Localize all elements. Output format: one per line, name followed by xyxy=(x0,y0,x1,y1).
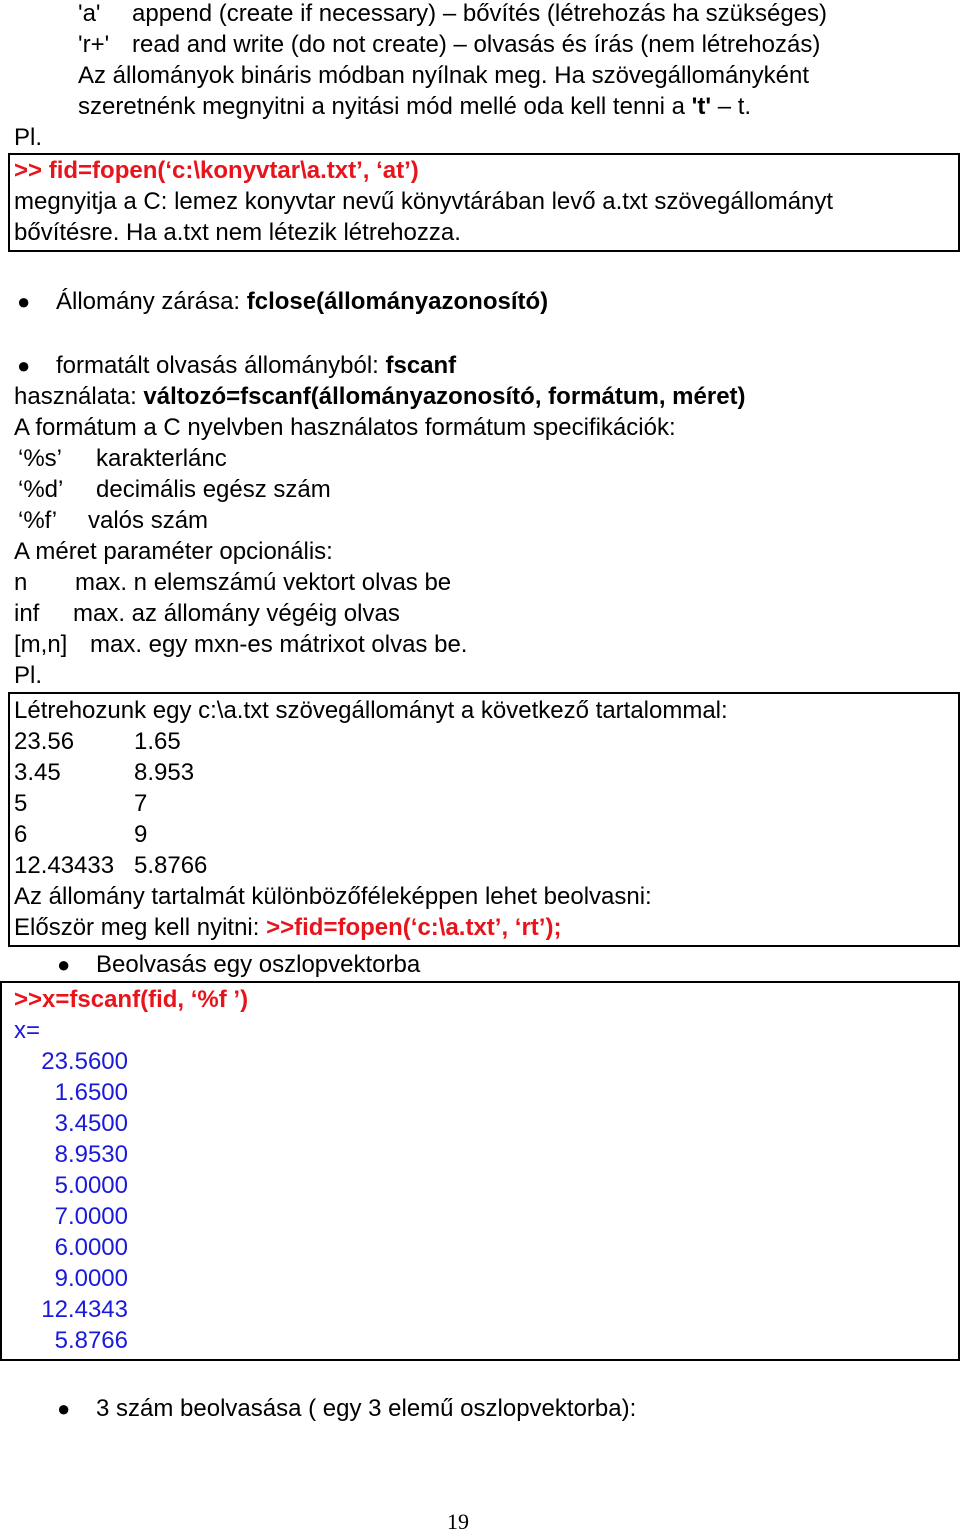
bullet-icon: ● xyxy=(17,353,31,378)
fopen-explanation-2: bővítésre. Ha a.txt nem létezik létrehozza. xyxy=(14,219,461,246)
mode-a: 'a' xyxy=(78,0,101,27)
fopen-append-code: >> fid=fopen(‘c:\konyvtar\a.txt’, ‘at’) xyxy=(14,157,419,184)
file-cell: 3.45 xyxy=(14,759,61,786)
result-value: 1.6500 xyxy=(54,1079,128,1106)
bullet-icon: ● xyxy=(57,952,71,977)
open-label: Először meg kell nyitni: xyxy=(14,914,267,941)
size-desc: max. n elemszámú vektort olvas be xyxy=(75,569,452,596)
format-spec: ‘%d’ xyxy=(18,476,64,503)
fclose-label: Állomány zárása: xyxy=(56,288,247,315)
fscanf-function: fscanf xyxy=(385,352,457,379)
fscanf-label: formatált olvasás állományból: xyxy=(56,352,386,379)
result-value: 23.5600 xyxy=(41,1048,128,1075)
file-cell: 9 xyxy=(134,821,148,848)
result-value: 9.0000 xyxy=(54,1265,128,1292)
size-key: inf xyxy=(14,600,40,627)
mode-r-plus: 'r+' xyxy=(78,31,110,58)
fclose-function: fclose(állományazonosító) xyxy=(246,288,549,315)
result-value: 3.4500 xyxy=(54,1110,128,1137)
result-value: 5.0000 xyxy=(54,1172,128,1199)
result-value: 7.0000 xyxy=(54,1203,128,1230)
open-line xyxy=(14,914,561,942)
example-label: Pl. xyxy=(14,124,43,151)
binary-note-line-1: Az állományok bináris módban nyílnak meg. Ha szövegállományként xyxy=(78,62,810,89)
size-key: n xyxy=(14,569,28,596)
result-value: 12.4343 xyxy=(41,1296,128,1323)
fscanf-usage xyxy=(14,383,746,411)
result-value: 6.0000 xyxy=(54,1234,128,1261)
fopen-read-code: >>fid=fopen(‘c:\a.txt’, ‘rt’); xyxy=(266,914,562,941)
usage-label: használata: xyxy=(14,383,144,410)
file-intro: Létrehozunk egy c:\a.txt szövegállományt a következő tartalommal: xyxy=(14,697,728,724)
size-desc: max. egy mxn-es mátrixot olvas be. xyxy=(90,631,468,658)
result-label: x= xyxy=(14,1017,41,1044)
binary-note-line-2 xyxy=(78,93,751,121)
file-cell: 5 xyxy=(14,790,28,817)
bullet-icon: ● xyxy=(17,289,31,314)
result-value: 5.8766 xyxy=(54,1327,128,1354)
file-cell: 5.8766 xyxy=(134,852,208,879)
fscanf-code: >>x=fscanf(fid, ‘%f ’) xyxy=(14,986,249,1013)
size-key: [m,n] xyxy=(14,631,68,658)
format-intro: A formátum a C nyelvben használatos formátum specifikációk: xyxy=(14,414,676,441)
example-box-fscanf xyxy=(0,981,960,1361)
format-spec-desc: valós szám xyxy=(88,507,209,534)
fclose-line xyxy=(56,288,548,316)
format-spec-desc: karakterlánc xyxy=(96,445,227,472)
column-read-heading: Beolvasás egy oszlopvektorba xyxy=(96,951,421,978)
file-cell: 23.56 xyxy=(14,728,75,755)
file-cell: 1.65 xyxy=(134,728,181,755)
text-mode-flag: 't' xyxy=(691,93,712,120)
file-cell: 7 xyxy=(134,790,148,817)
format-spec: ‘%s’ xyxy=(18,445,63,472)
read-note: Az állomány tartalmát különbözőféleképpen lehet beolvasni: xyxy=(14,883,652,910)
mode-a-desc: append (create if necessary) – bővítés (létrehozás ha szükséges) xyxy=(132,0,828,27)
format-spec: ‘%f’ xyxy=(18,507,58,534)
file-cell: 8.953 xyxy=(134,759,195,786)
three-read-heading: 3 szám beolvasása ( egy 3 elemű oszlopvektorba): xyxy=(96,1395,637,1422)
file-cell: 12.43433 xyxy=(14,852,115,879)
fopen-explanation-1: megnyitja a C: lemez konyvtar nevű könyvtárában levő a.txt szövegállományt xyxy=(14,188,834,215)
example-label: Pl. xyxy=(14,662,43,689)
size-intro: A méret paraméter opcionális: xyxy=(14,538,333,565)
format-spec-desc: decimális egész szám xyxy=(96,476,331,503)
usage-signature: változó=fscanf(állományazonosító, formátum, méret) xyxy=(143,383,746,410)
page-number: 19 xyxy=(447,1509,469,1534)
fscanf-line xyxy=(56,352,456,380)
file-cell: 6 xyxy=(14,821,28,848)
size-desc: max. az állomány végéig olvas xyxy=(73,600,400,627)
binary-note-text: szeretnénk megnyitni a nyitási mód mellé oda kell tenni a xyxy=(78,93,692,120)
mode-r-plus-desc: read and write (do not create) – olvasás és írás (nem létrehozás) xyxy=(132,31,821,58)
binary-note-suffix: – t. xyxy=(711,93,752,120)
bullet-icon: ● xyxy=(57,1396,71,1421)
result-value: 8.9530 xyxy=(54,1141,128,1168)
